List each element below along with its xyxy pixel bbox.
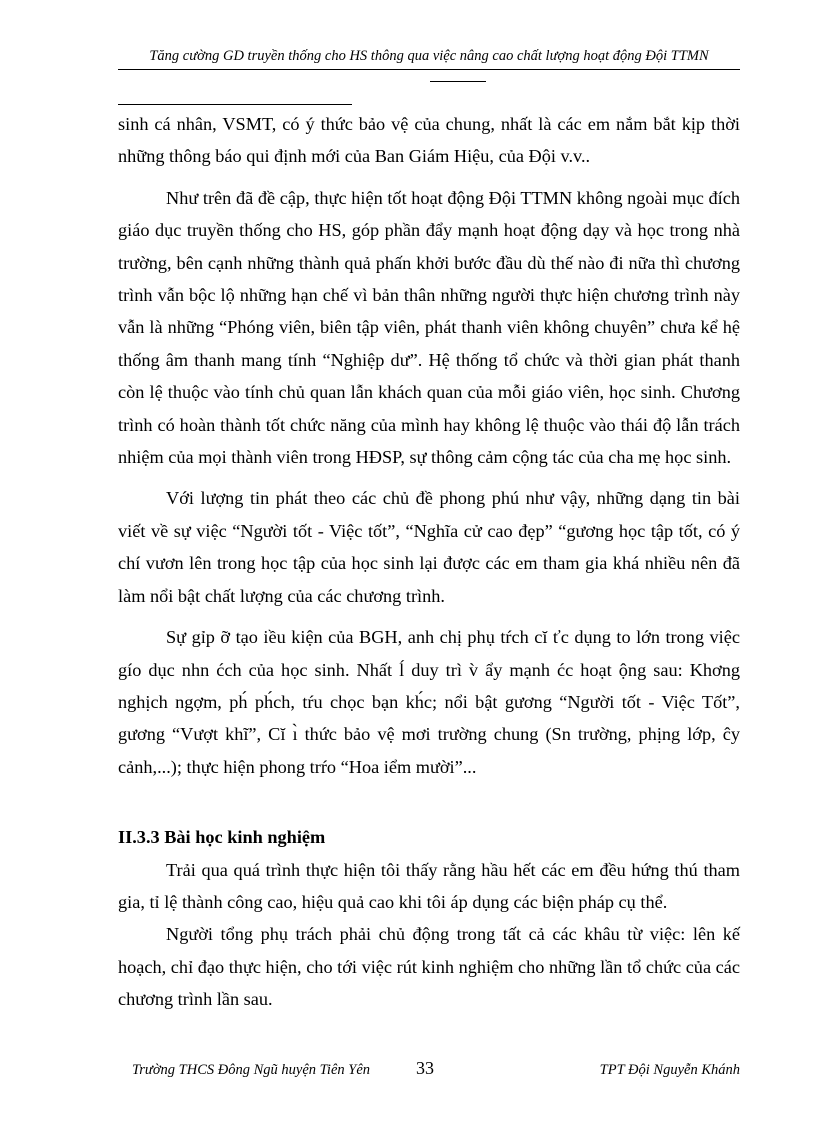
- header-underline: [430, 81, 486, 82]
- section-heading: II.3.3 Bài học kinh nghiệm: [118, 827, 326, 848]
- section-rule: [118, 104, 352, 105]
- paragraph-gap: [118, 473, 740, 482]
- paragraph-gap: [118, 612, 740, 621]
- body-text: [118, 108, 740, 1016]
- paragraph-news-topics: Với lượng tin phát theo các chủ đề phong phú như vậy, những dạng tin bài viết về sự việc “Người tốt - Việc tốt”, “Nghĩa cử cao đẹp” “gương học tập tốt, có ý chí vươn lên trong học tập của học sinh lại được các em tham gia khá nhiều nên đã làm nổi bật chất lượng của các chương trình.: [118, 488, 740, 606]
- page-footer: [118, 1056, 740, 1086]
- footer-author: TPT Đội Nguyễn Khánh: [599, 1062, 740, 1078]
- paragraph-support: Sự gỉp ỡ tạo iều kiện của BGH, anh chị phụ tŕch cĭ ťc dụng to lớn trong việc gío dục nhn ćch của học sinh. Nhất ĺ duy trì v̀ ẩy mạnh ćc hoạt ộng sau: Khơng nghịch ngợm, ph́ ph́ch, tŕu chọc bạn kh́c; nổi bật gương “Người tốt - Việc Tốt”, gương “Vượt khĩ”, Cĭ ı̀ thức bảo vệ mơi trường chung (Sn trường, phịng lớp, ĉy cảnh,...); thực hiện phong trŕo “Hoa iểm mười”...: [118, 627, 740, 777]
- paragraph-gap: [118, 173, 740, 182]
- footer-school: Trường THCS Đông Ngũ huyện Tiên Yên: [132, 1062, 371, 1078]
- section-gap: [118, 783, 740, 821]
- paragraph-experience: Trải qua quá trình thực hiện tôi thấy rằng hầu hết các em đều hứng thú tham gia, tỉ lệ thành công cao, hiệu quả cao khi tôi áp dụng các biện pháp cụ thể.: [118, 859, 740, 912]
- paragraph-leader-role: Người tổng phụ trách phải chủ động trong tất cả các khâu từ việc: lên kế hoạch, chỉ đạo thực hiện, cho tới việc rút kinh nghiệm cho những lần tổ chức của các chương trình lần sau.: [118, 924, 740, 1010]
- paragraph-continuation: sinh cá nhân, VSMT, có ý thức bảo vệ của chung, nhất là các em nắm bắt kịp thời những thông báo qui định mới của Ban Giám Hiệu, của Đội v.v..: [118, 114, 740, 167]
- page-number: 33: [416, 1058, 434, 1078]
- header-rule: [118, 69, 740, 70]
- running-header: Tăng cường GD truyền thống cho HS thông qua việc nâng cao chất lượng hoạt động Đội TTMN: [149, 48, 709, 64]
- paragraph-limitations: Như trên đã đề cập, thực hiện tốt hoạt động Đội TTMN không ngoài mục đích giáo dục truyền thống cho HS, góp phần đẩy mạnh hoạt động dạy và học trong nhà trường, bên cạnh những thành quả phấn khởi bước đầu dù thế nào đi nữa thì chương trình vẫn bộc lộ những hạn chế vì bản thân những người thực hiện chương trình này vẫn là những “Phóng viên, biên tập viên, phát thanh viên không chuyên” chưa kể hệ thống âm thanh mang tính “Nghiệp dư”. Hệ thống tổ chức và thời gian phát thanh còn lệ thuộc vào tính chủ quan lẫn khách quan của mỗi giáo viên, học sinh. Chương trình có hoàn thành tốt chức năng của mình hay không lệ thuộc vào thái độ lẫn trách nhiệm của mọi thành viên trong HĐSP, sự thông cảm cộng tác của cha mẹ học sinh.: [118, 187, 740, 468]
